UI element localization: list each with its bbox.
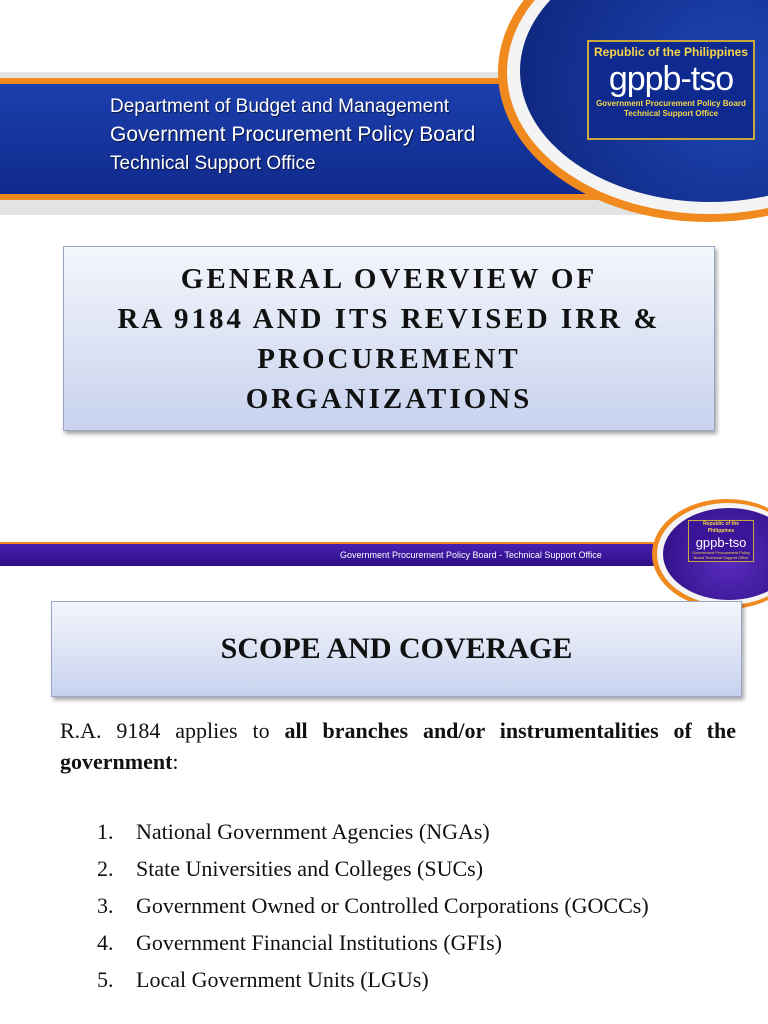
logo-main-text: gppb-tso xyxy=(608,60,734,98)
list-item xyxy=(60,816,736,847)
slide-1 xyxy=(0,0,768,495)
list-item-number: 3. xyxy=(97,893,114,918)
section-title-box xyxy=(51,601,742,697)
header-text xyxy=(110,94,475,178)
list-item xyxy=(60,927,736,958)
title-line-3: PROCUREMENT xyxy=(257,342,521,375)
title-line-2: RA 9184 AND ITS REVISED IRR & xyxy=(117,302,661,335)
list-item xyxy=(60,853,736,884)
list-item xyxy=(60,964,736,995)
intro-suffix: : xyxy=(172,749,179,774)
slide-2 xyxy=(0,495,768,1024)
section-title: SCOPE AND COVERAGE xyxy=(220,632,573,665)
gppb-tso-logo xyxy=(587,40,755,140)
list-item-number: 4. xyxy=(97,930,114,955)
slide-title xyxy=(117,259,660,419)
title-line-4: ORGANIZATIONS xyxy=(245,382,533,415)
list-item-text: Government Financial Institutions (GFIs) xyxy=(136,930,503,955)
small-logo-main-text: gppb-tso xyxy=(695,535,747,550)
logo-sub-text-2: Technical Support Office xyxy=(623,109,719,118)
list-item-text: Local Government Units (LGUs) xyxy=(136,967,429,992)
intro-prefix: R.A. 9184 applies to xyxy=(60,718,285,743)
coverage-list xyxy=(60,816,736,1001)
title-line-1: GENERAL OVERVIEW OF xyxy=(180,262,598,295)
logo-top-text: Republic of the Philippines xyxy=(593,45,748,59)
title-box xyxy=(63,246,715,431)
list-item xyxy=(60,890,736,921)
small-logo-top-text: Republic of the Philippines xyxy=(702,521,740,534)
list-item-number: 2. xyxy=(97,856,114,881)
list-item-text: National Government Agencies (NGAs) xyxy=(136,819,490,844)
intro-paragraph xyxy=(60,715,736,777)
list-item-number: 1. xyxy=(97,819,114,844)
list-item-number: 5. xyxy=(97,967,114,992)
footer-bar-text: Government Procurement Policy Board - Technical Support Office xyxy=(340,550,602,560)
logo-sub-text-1: Government Procurement Policy Board xyxy=(596,99,746,108)
header-line-3: Technical Support Office xyxy=(110,153,316,174)
header-line-2: Government Procurement Policy Board xyxy=(110,123,476,146)
small-logo-sub-text: Government Procurement Policy Board Technical Support Office xyxy=(692,550,750,560)
list-item-text: State Universities and Colleges (SUCs) xyxy=(136,856,484,881)
intro-bold: all branches and/or instrumentalities of the government xyxy=(60,718,736,774)
small-gppb-tso-logo xyxy=(688,520,754,562)
header-line-1: Department of Budget and Management xyxy=(110,96,450,117)
list-item-text: Government Owned or Controlled Corporations (GOCCs) xyxy=(136,893,649,918)
